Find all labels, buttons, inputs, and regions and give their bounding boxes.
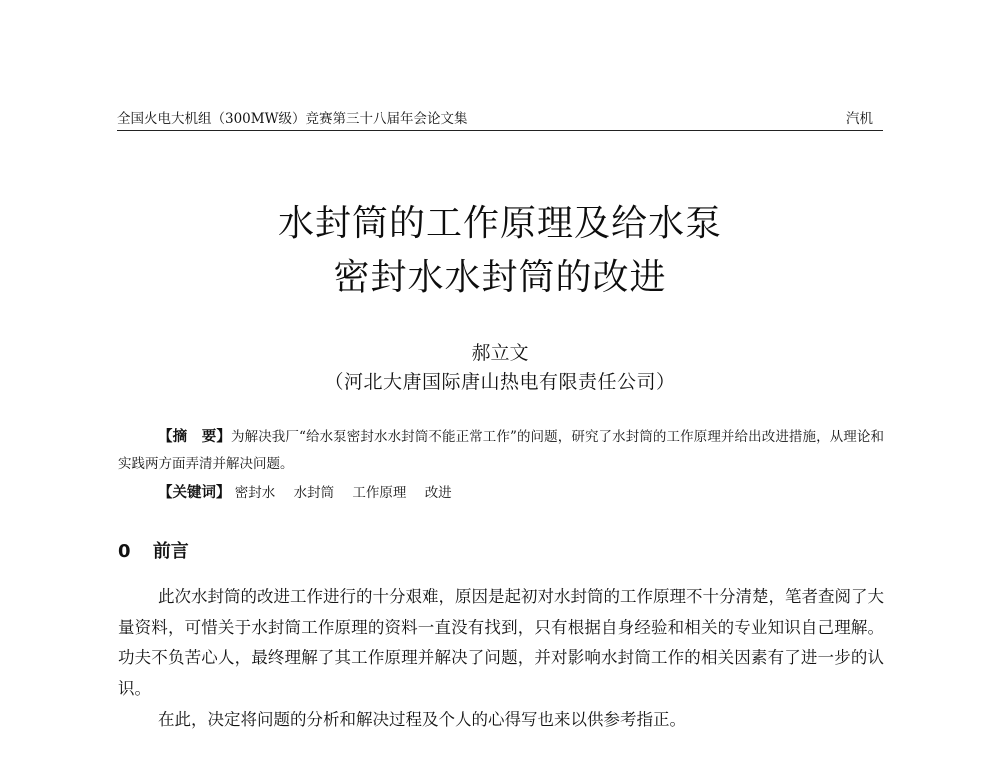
paper-title-line-2: 密封水水封筒的改进	[333, 257, 667, 298]
author-affiliation: （河北大唐国际唐山热电有限责任公司）	[324, 371, 676, 393]
running-header	[117, 108, 883, 131]
keywords-label: 【关键词】	[158, 485, 231, 501]
proceedings-title: 全国火电大机组（300MW级）竞赛第三十八届年会论文集	[117, 111, 468, 127]
abstract	[118, 424, 884, 478]
keyword: 水封筒	[293, 485, 335, 501]
paper-title-line-1: 水封筒的工作原理及给水泵	[277, 203, 722, 244]
section-title: 前言	[152, 541, 189, 562]
author-name: 郝立文	[471, 342, 529, 364]
abstract-label: 【摘 要】	[158, 429, 231, 445]
section-category: 汽机	[846, 111, 873, 127]
body-paragraph: 在此，决定将问题的分析和解决过程及个人的心得写也来以供参考指正。	[158, 710, 686, 729]
keyword: 密封水	[234, 485, 276, 501]
keywords	[158, 480, 466, 507]
section-heading	[118, 537, 189, 563]
keyword: 工作原理	[352, 485, 407, 501]
body-paragraph: 此次水封筒的改进工作进行的十分艰难，原因是起初对水封筒的工作原理不十分清楚，笔者查阅了大量资料，可惜关于水封筒工作原理的资料一直没有找到，只有根据自身经验和相关的专业知识自己理解。功夫不负苦心人，最终理解了其工作原理并解决了问题，并对影响水封筒工作的相关因素有了进一步的认识。	[118, 587, 884, 698]
section-number: 0	[118, 541, 131, 562]
abstract-text: 为解决我厂“给水泵密封水水封筒不能正常工作”的问题，研究了水封筒的工作原理并给出改进措施，从理论和实践两方面弄清并解决问题。	[118, 429, 884, 472]
keyword: 改进	[424, 485, 452, 501]
